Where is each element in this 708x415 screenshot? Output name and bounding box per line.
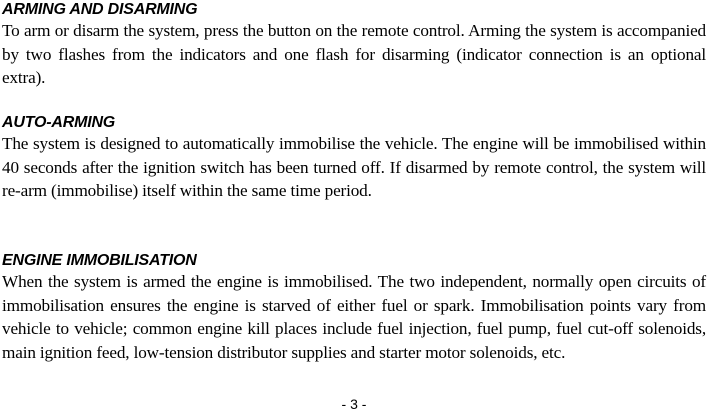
- section-body: When the system is armed the engine is immobilised. The two independent, normally open circuits of immobilisation ensures the engine is starved of either fuel or spark. Immobilisation points vary from vehicle to vehicle; common engine kill places include fuel injection, fuel pump, fuel cut-off solenoids, main ignition feed, low-tension distributor supplies and starter motor solenoids, etc.: [2, 272, 706, 362]
- section-arming-and-disarming: [2, 0, 706, 90]
- section-auto-arming: [2, 113, 706, 203]
- section-engine-immobilisation: [2, 251, 706, 364]
- section-body: The system is designed to automatically immobilise the vehicle. The engine will be immobilised within 40 seconds after the ignition switch has been turned off. If disarmed by remote control, the system will re-arm (immobilise) itself within the same time period.: [2, 134, 706, 200]
- page-number: - 3 -: [341, 396, 367, 412]
- section-heading: AUTO-ARMING: [2, 114, 116, 131]
- section-body: To arm or disarm the system, press the button on the remote control. Arming the system is accompanied by two flashes from the indicators and one flash for disarming (indicator connection is an optional extra).: [2, 21, 706, 87]
- section-heading: ARMING AND DISARMING: [2, 1, 198, 18]
- section-heading: ENGINE IMMOBILISATION: [2, 252, 197, 269]
